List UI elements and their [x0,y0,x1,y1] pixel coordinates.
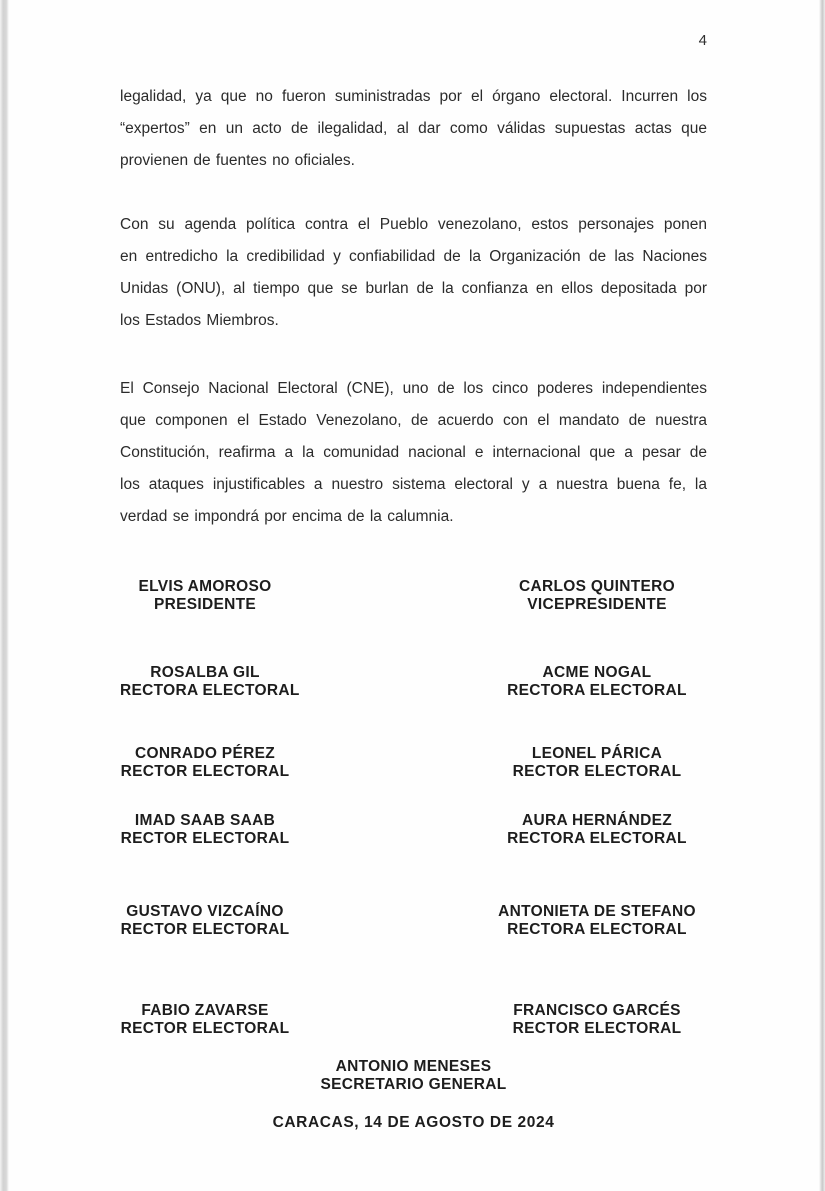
signer-title: RECTOR ELECTORAL [120,921,290,938]
signer-title: VICEPRESIDENTE [527,596,667,613]
paragraph-cne [120,373,707,533]
signature-block [487,903,707,939]
signature-block [120,664,300,700]
signer-title: RECTORA ELECTORAL [507,682,687,699]
signer-title: RECTOR ELECTORAL [120,830,290,847]
signer-title: RECTOR ELECTORAL [512,763,682,780]
paragraph-line: provienen de fuentes no oficiales. [120,152,355,169]
signature-block [487,1002,707,1038]
signer-name: LEONEL PÁRICA [531,745,663,762]
signer-name: FRANCISCO GARCÉS [513,1002,681,1019]
signature-row [120,903,707,939]
paragraph-line: Con su agenda política contra el Pueblo venezolano, estos personajes ponen [120,216,707,233]
signer-title: SECRETARIO GENERAL [320,1076,507,1093]
signer-title: RECTORA ELECTORAL [507,830,687,847]
paragraph-line: Constitución, reafirma a la comunidad nacional e internacional que a pesar de [120,444,707,461]
signer-name: AURA HERNÁNDEZ [521,812,672,829]
scan-edge-left [0,0,9,1191]
signer-name: ROSALBA GIL [150,664,260,681]
signer-name: ACME NOGAL [542,664,652,681]
signer-name: CARLOS QUINTERO [518,578,676,595]
signer-name: CONRADO PÉREZ [135,745,275,762]
signature-row [120,664,707,700]
signer-title: RECTOR ELECTORAL [120,1020,290,1037]
paragraph-line: legalidad, ya que no fueron suministradas por el órgano electoral. Incurren los [120,88,707,105]
signer-name: FABIO ZAVARSE [141,1002,269,1019]
signer-name: ANTONIETA DE STEFANO [498,903,696,920]
signature-block-president [120,578,290,614]
signature-row [120,578,707,614]
paragraph-line: Unidas (ONU), al tiempo que se burlan de la confianza en ellos depositada por [120,280,707,297]
signature-block [120,1002,290,1038]
signer-title: RECTORA ELECTORAL [507,921,687,938]
signature-block [487,664,707,700]
signer-name: ELVIS AMOROSO [138,578,272,595]
signature-block-secretary [120,1058,707,1094]
signature-section [120,578,707,1132]
signature-block [487,745,707,781]
paragraph-line: en entredicho la credibilidad y confiabilidad de la Organización de las Naciones [120,248,707,265]
signer-title: PRESIDENTE [153,596,257,613]
paragraph-line: que componen el Estado Venezolano, de acuerdo con el mandato de nuestra [120,412,707,429]
paragraph-line: El Consejo Nacional Electoral (CNE), uno de los cinco poderes independientes [120,380,707,397]
paragraph-legality [120,81,707,177]
signature-block [120,745,290,781]
signer-title: RECTOR ELECTORAL [512,1020,682,1037]
paragraph-line: los Estados Miembros. [120,312,279,329]
signature-row [120,812,707,848]
paragraph-line: verdad se impondrá por encima de la calumnia. [120,508,454,525]
signer-name: GUSTAVO VIZCAÍNO [126,903,284,920]
signature-row [120,745,707,781]
paragraph-line: los ataques injustificables a nuestro sistema electoral y a nuestra buena fe, la [120,476,707,493]
signature-block [487,812,707,848]
page-content [120,0,707,1132]
signature-row [120,1002,707,1038]
signature-block [120,903,290,939]
signer-title: RECTOR ELECTORAL [120,763,290,780]
paragraph-line: “expertos” en un acto de ilegalidad, al dar como válidas supuestas actas que [120,120,707,137]
signature-block [120,812,290,848]
signer-title: RECTORA ELECTORAL [120,682,300,699]
dateline: CARACAS, 14 DE AGOSTO DE 2024 [272,1114,555,1131]
signer-name: IMAD SAAB SAAB [134,812,276,829]
page-number: 4 [698,32,707,49]
scan-edge-right [819,0,825,1191]
paragraph-onu [120,209,707,337]
signer-name: ANTONIO MENESES [335,1058,492,1075]
signature-block-vicepresident [487,578,707,614]
